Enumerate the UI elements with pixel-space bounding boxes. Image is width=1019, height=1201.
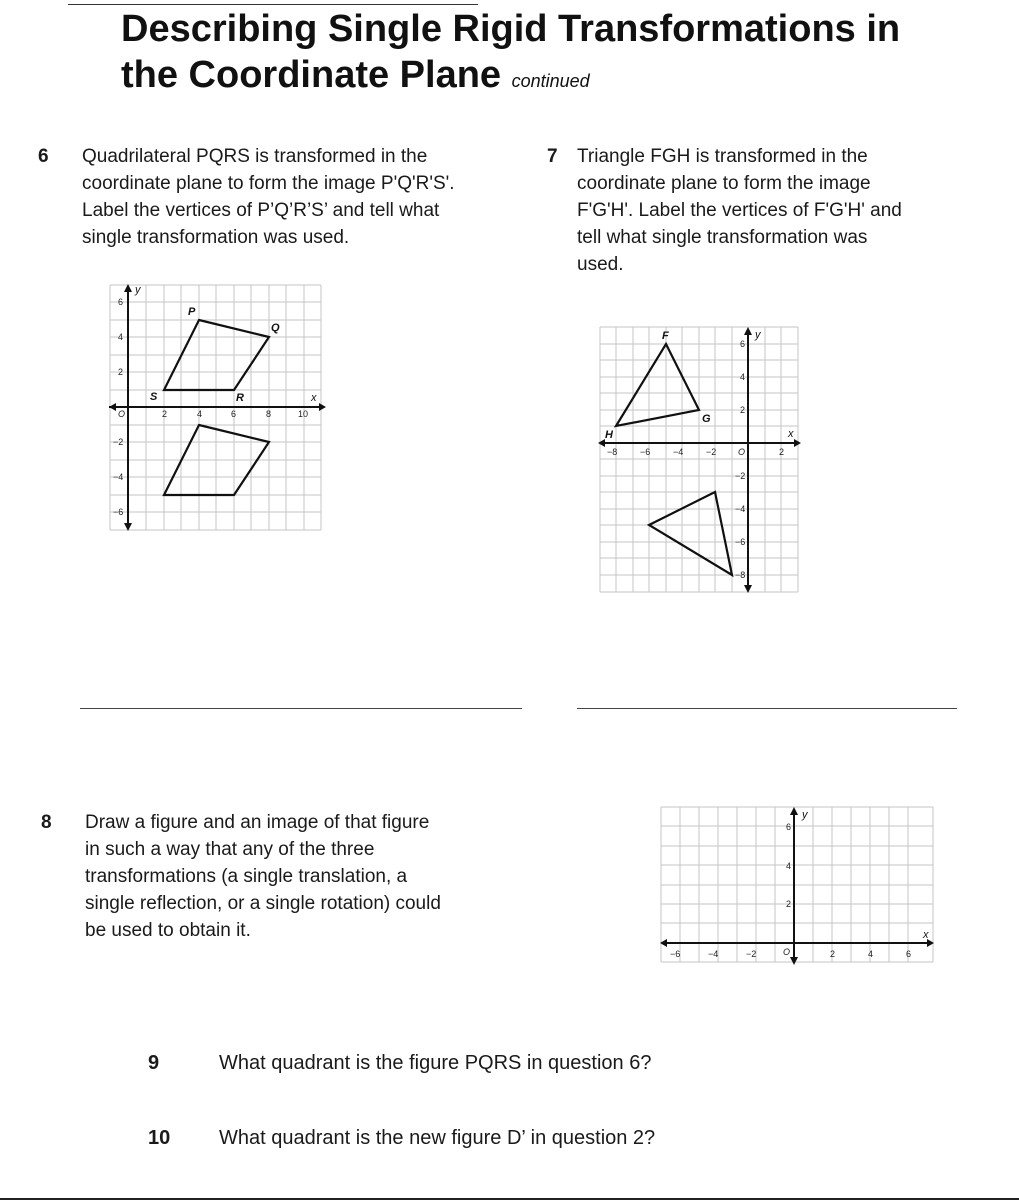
title-line-2 [121, 52, 981, 104]
page-title [121, 6, 981, 104]
q8-xtick-neg2: −2 [746, 949, 757, 959]
q6-vertex-p: P [188, 306, 196, 318]
q7-line-2: coordinate plane to form the image [577, 173, 871, 194]
q7-y-arrow-up [744, 327, 752, 335]
q7-ytick-neg6: −6 [735, 537, 746, 547]
q6-text [82, 143, 542, 251]
q8-xtick-neg6: −6 [670, 949, 681, 959]
q8-y-label: y [802, 809, 808, 821]
q7-vertex-f: F [662, 330, 669, 342]
q6-coordinate-grid [105, 280, 330, 535]
q6-vertex-s: S [150, 391, 158, 403]
q8-line-1: Draw a figure and an image of that figure [85, 812, 430, 833]
q8-xtick-2: 2 [830, 949, 836, 959]
q6-xtick-8: 8 [266, 409, 272, 419]
q6-vertex-q: Q [271, 322, 280, 334]
q6-line-2: coordinate plane to form the image P'Q'R'S'. [82, 173, 455, 194]
q7-vertex-h: H [605, 429, 613, 441]
q6-line-3: Label the vertices of P’Q’R’S’ and tell what [82, 200, 440, 221]
q8-xtick-neg4: −4 [708, 949, 719, 959]
q10-text: What quadrant is the new figure D’ in question 2? [219, 1127, 656, 1149]
q7-triangle-fgh [616, 344, 699, 426]
q7-ytick-4: 4 [740, 372, 746, 382]
q7-xtick-neg8: −8 [607, 447, 618, 457]
q8-xtick-4: 4 [868, 949, 874, 959]
q8-line-3: transformations (a single translation, a [85, 866, 408, 887]
q6-line-1: Quadrilateral PQRS is transformed in the [82, 146, 428, 167]
q6-xtick-4: 4 [197, 409, 203, 419]
q8-ytick-4: 4 [786, 861, 792, 871]
q7-xtick-neg6: −6 [640, 447, 651, 457]
q6-ytick-2: 2 [118, 367, 124, 377]
q6-line-4: single transformation was used. [82, 227, 350, 248]
q7-x-label: x [788, 428, 794, 440]
q7-text [577, 143, 997, 278]
q6-xtick-6: 6 [231, 409, 237, 419]
q8-y-arrow-down [790, 957, 798, 965]
q7-vertex-g: G [702, 413, 711, 425]
q7-coordinate-grid [595, 322, 805, 597]
q7-line-3: F'G'H'. Label the vertices of F'G'H' and [577, 200, 902, 221]
q6-ytick-4: 4 [118, 332, 124, 342]
q7-xtick-neg4: −4 [673, 447, 684, 457]
q7-xtick-neg2: −2 [706, 447, 717, 457]
q7-ytick-2: 2 [740, 405, 746, 415]
title-line-2-text: the Coordinate Plane [121, 54, 502, 96]
q8-origin-label: O [783, 947, 791, 957]
q8-ytick-2: 2 [786, 899, 792, 909]
q7-answer-line[interactable] [577, 708, 957, 709]
top-rule [68, 4, 478, 5]
q6-origin-label: O [118, 409, 126, 419]
q7-line-4: tell what single transformation was [577, 227, 868, 248]
q6-answer-line[interactable] [80, 708, 522, 709]
q10-number: 10 [148, 1127, 171, 1149]
q8-line-2: in such a way that any of the three [85, 839, 375, 860]
q8-x-label: x [923, 929, 929, 941]
q8-grid-lines [661, 807, 933, 962]
q6-number: 6 [38, 146, 49, 167]
q7-line-5: used. [577, 254, 624, 275]
q6-xtick-2: 2 [162, 409, 168, 419]
q7-ytick-neg2: −2 [735, 471, 746, 481]
q6-xtick-10: 10 [298, 409, 309, 419]
q6-ytick-6: 6 [118, 297, 124, 307]
q7-ytick-neg4: −4 [735, 504, 746, 514]
q7-ytick-neg8: −8 [735, 570, 746, 580]
q8-text [85, 809, 525, 944]
q8-line-5: be used to obtain it. [85, 920, 251, 941]
q8-y-arrow-up [790, 807, 798, 815]
q6-vertex-r: R [236, 392, 244, 404]
q7-number: 7 [547, 146, 558, 167]
q6-x-label: x [311, 392, 317, 404]
q8-xtick-6: 6 [906, 949, 912, 959]
q6-ytick-neg6: −6 [113, 507, 124, 517]
q6-y-label: y [135, 284, 141, 296]
q7-x-arrow-left [598, 439, 605, 447]
q8-ytick-6: 6 [786, 822, 792, 832]
q9-text: What quadrant is the figure PQRS in question 6? [219, 1052, 652, 1074]
q9-number: 9 [148, 1052, 160, 1074]
q7-triangle-image [649, 492, 732, 575]
q8-line-4: single reflection, or a single rotation) could [85, 893, 441, 914]
q7-xtick-2: 2 [779, 447, 785, 457]
title-line-1: Describing Single Rigid Transformations in [121, 8, 901, 50]
q7-y-label: y [755, 329, 761, 341]
q8-number: 8 [41, 812, 52, 833]
q6-x-arrow-right [319, 403, 326, 411]
q7-origin-label: O [738, 447, 746, 457]
title-continued: continued [511, 71, 590, 91]
q7-line-1: Triangle FGH is transformed in the [577, 146, 868, 167]
q7-grid-lines [600, 327, 798, 592]
bottom-rule [0, 1198, 1019, 1200]
q8-coordinate-grid[interactable] [655, 802, 940, 967]
q6-ytick-neg4: −4 [113, 472, 124, 482]
q7-ytick-6: 6 [740, 339, 746, 349]
q6-ytick-neg2: −2 [113, 437, 124, 447]
